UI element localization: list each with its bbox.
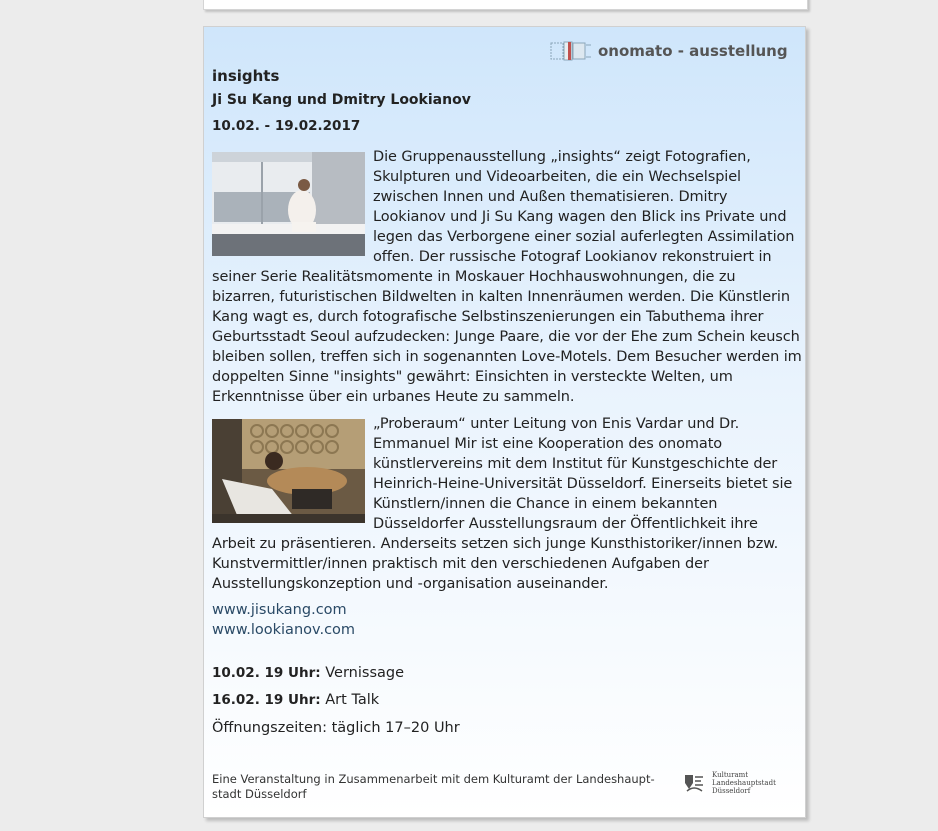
footer-note: Eine Veranstaltung in Zusammenarbeit mit dem Kulturamt der Landeshaupt-stadt Düsseldorf [212, 772, 655, 801]
event-card [203, 26, 806, 818]
previous-event-card [203, 0, 808, 10]
event-artists: Ji Su Kang und Dmitry Lookianov [212, 92, 471, 108]
schedule-when: 16.02. 19 Uhr: [212, 692, 321, 708]
description-paragraph [212, 147, 802, 407]
onomato-logo-icon [550, 40, 592, 62]
cooperation-paragraph [212, 414, 802, 594]
duesseldorf-crest-icon [682, 771, 706, 795]
artwork-image-window [212, 152, 365, 256]
schedule-what: Vernissage [325, 665, 405, 681]
schedule-item-vernissage [212, 665, 404, 681]
event-dates: 10.02. - 19.02.2017 [212, 118, 361, 134]
event-title: insights [212, 67, 280, 85]
sponsor-line-1: Kulturamt [712, 771, 749, 779]
link-jisukang[interactable]: www.jisukang.com [212, 602, 347, 618]
artist-links [212, 600, 355, 640]
sponsor-line-2: Landeshauptstadt Düsseldorf [712, 779, 776, 795]
sponsor-logo [682, 771, 805, 795]
brand-name: onomato - ausstellung [598, 42, 788, 60]
artwork-image-motel [212, 419, 365, 523]
schedule-what: Art Talk [325, 692, 380, 708]
schedule-item-art-talk [212, 692, 379, 708]
paragraph-1-text: Die Gruppenausstellung „insights“ zeigt Fotografien, Skulpturen und Videoarbeiten, die ein Wechselspiel zwischen Innen und Außen thematisieren. Dmitry Lookianov und Ji Su Kang wagen den Blick ins Private und legen das Verborgene einer sozial auferlegten Assimilation offen. Der russische Fotograf Lookianov rekonstruiert in seiner Serie Realitätsmomente in Moskauer Hochhauswohnungen, die zu bizarren, futuristischen Bildwelten in kalten Innenräumen werden. Die Künstlerin Kang wagt es, durch fotografische Selbstinszenierungen ein Tabuthema ihrer Geburtsstadt Seoul aufzudecken: Junge Paare, die vor der Ehe zum Schein keusch bleiben sollen, treffen sich in sogenannten Love-Motels. Dem Besucher werden im doppelten Sinne "insights" gewährt: Einsichten in versteckte Welten, um Erkenntnisse über ein urbanes Heute zu sammeln. [212, 149, 802, 405]
schedule-when: 10.02. 19 Uhr: [212, 665, 321, 681]
brand-header [550, 40, 788, 62]
link-lookianov[interactable]: www.lookianov.com [212, 622, 356, 638]
opening-hours: Öffnungszeiten: täglich 17–20 Uhr [212, 720, 460, 736]
paragraph-2-text: „Proberaum“ unter Leitung von Enis Vardar und Dr. Emmanuel Mir ist eine Kooperation des onomato künstlervereins mit dem Institut für Kunstgeschichte der Heinrich-Heine-Universität Düsseldorf. Einerseits bietet sie Künstlern/innen die Chance in einem bekannten Düsseldorfer Ausstellungsraum der Öffentlichkeit ihre Arbeit zu präsentieren. Anderseits setzen sich junge Kunsthistoriker/innen bzw. Kunstvermittler/innen praktisch mit den verschiedenen Aufgaben der Ausstellungskonzeption und -organisation auseinander. [212, 416, 793, 592]
